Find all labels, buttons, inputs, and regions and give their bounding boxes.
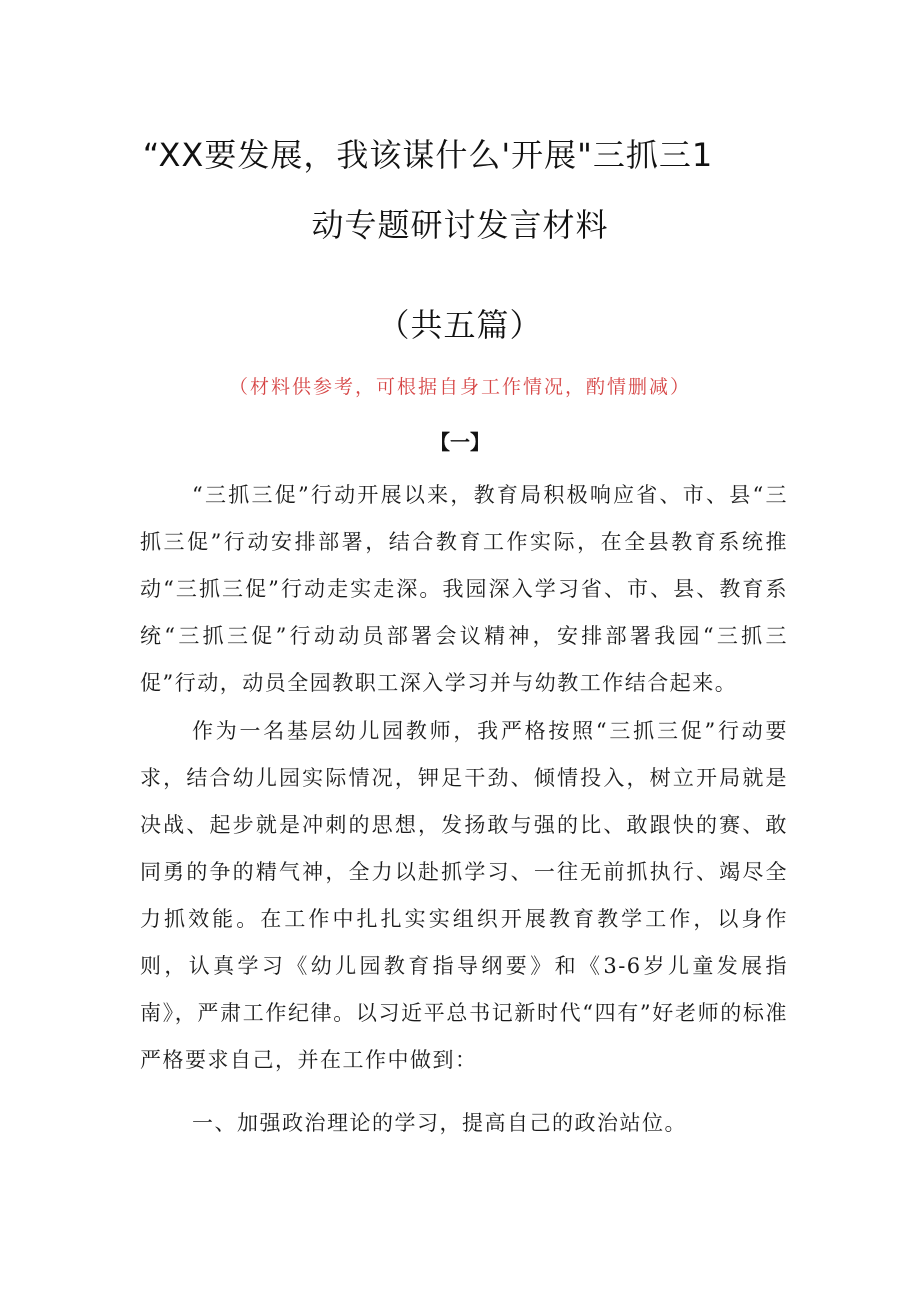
document-title-line-2: 动专题研讨发言材料	[311, 206, 609, 244]
body-paragraph-3: 一、加强政治理论的学习，提高自己的政治站位。	[192, 1111, 687, 1135]
body-paragraph-2: 作为一名基层幼儿园教师，我严格按照“三抓三促”行动要求，结合幼儿园实际情况，钾足干劲、倾情投入，树立开局就是决战、起步就是冲刺的思想，发扬敢与强的比、敢跟快的赛、敢同勇的争的精气神，全力以赴抓学习、一往无前抓执行、竭尽全力抓效能。在工作中扎扎实实组织开展教育教学工作，以身作则，认真学习《幼儿园教育指导纲要》和《3-6岁儿童发展指南》，严肃工作纪律。以习近平总书记新时代“四有”好老师的标准严格要求自己，并在工作中做到：	[140, 719, 788, 1072]
document-title-line-1: “XX要发展，我该谋什么'开展"三抓三1	[142, 136, 714, 174]
reference-note: （材料供参考，可根据自身工作情况，酌情删减）	[228, 376, 691, 398]
document-subtitle-count: （共五篇）	[377, 306, 543, 344]
body-paragraph-1: “三抓三促”行动开展以来，教育局积极响应省、市、县“三抓三促”行动安排部署，结合教育工作实际，在全县教育系统推动“三抓三促”行动走实走深。我园深入学习省、市、县、教育系统“三抓三促”行动动员部署会议精神，安排部署我园“三抓三促”行动，动员全园教职工深入学习并与幼教工作结合起来。	[140, 483, 788, 695]
section-marker: 【一】	[430, 430, 490, 454]
